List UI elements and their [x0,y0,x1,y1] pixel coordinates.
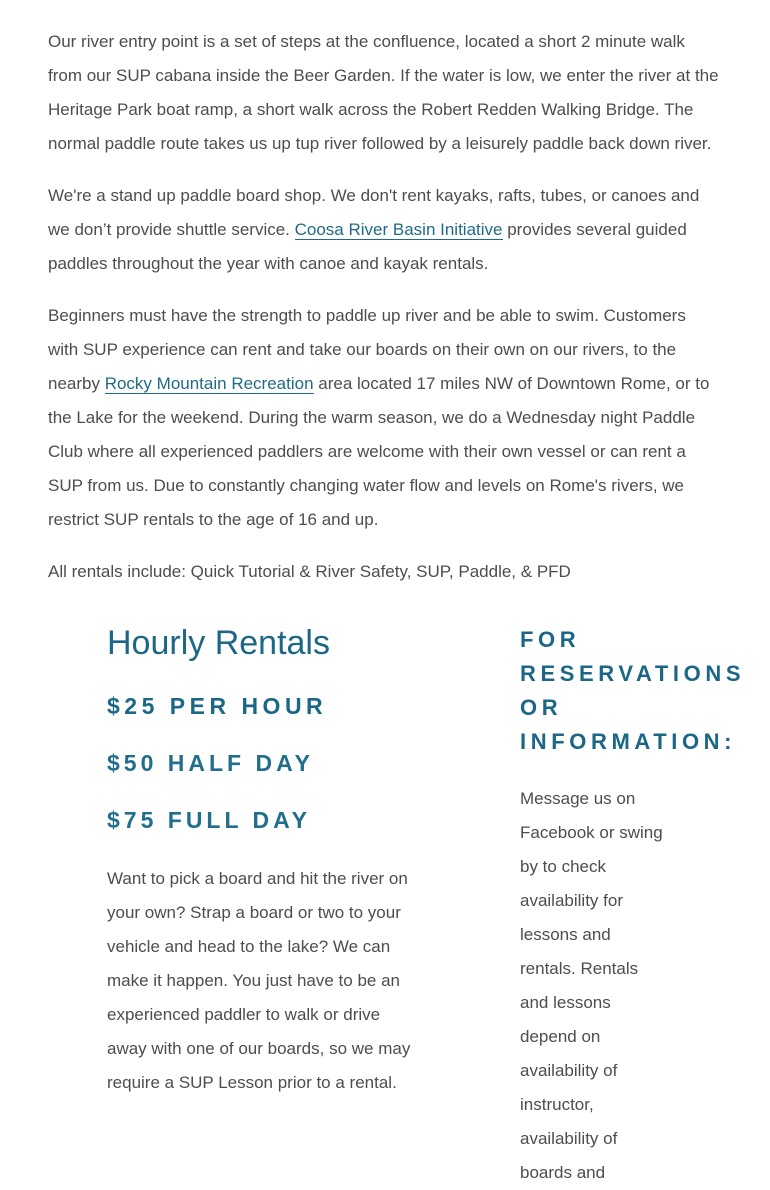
intro-paragraph-requirements-text-1: Beginners must have the strength to paddle up river and be able to swim. Customers with SUP experience can rent and take our boards on their own on our rivers, to the nearby [48,306,686,393]
reservations-text: Message us on Facebook or swing by to check availability for lessons and rentals. Rentals and lessons depend on availability of instructor, availability of boards and [520,789,663,1182]
hourly-rentals-description: Want to pick a board and hit the river on your own? Strap a board or two to your vehicle and head to the lake? We can make it happen. You just have to be an experienced paddler to walk or drive away with one of our boards, so we may require a SUP Lesson prior to a rental. [107,869,411,1092]
intro-paragraph-requirements-text-2: area located 17 miles NW of Downtown Rome, or to the Lake for the weekend. During the warm season, we do a Wednesday night Paddle Club where all experienced paddlers are welcome with their own vessel or can rent a SUP from us. Due to constantly changing water flow and levels on Rome's rivers, we restrict SUP rentals to the age of 16 and up. [48,374,710,529]
price-per-hour: $25 PER HOUR [107,693,328,719]
intro-paragraph-shop-info [48,179,720,281]
reservations-heading: FOR RESERVATIONS OR INFORMATION: [520,627,746,754]
price-full-day: $75 FULL DAY [107,807,311,833]
coosa-river-basin-initiative-link[interactable]: Coosa River Basin Initiative [294,220,503,239]
intro-paragraph-entry-point: Our river entry point is a set of steps at the confluence, located a short 2 minute walk from our SUP cabana inside the Beer Garden. If the water is low, we enter the river at the Heritage Park boat ramp, a short walk across the Robert Redden Walking Bridge. The normal paddle route takes us up tup river followed by a leisurely paddle back down river. [48,32,719,153]
hourly-rentals-heading: Hourly Rentals [107,624,330,662]
rocky-mountain-recreation-link[interactable]: Rocky Mountain Recreation [104,374,314,393]
rentals-include-text: All rentals include: Quick Tutorial & River Safety, SUP, Paddle, & PFD [48,562,571,581]
intro-paragraph-shop-info-text-1: We're a stand up paddle board shop. We don't rent kayaks, rafts, tubes, or canoes and we don’t provide shuttle service. [48,186,700,239]
intro-paragraph-requirements [48,299,720,537]
intro-paragraph-shop-info-text-2: provides several guided paddles throughout the year with canoe and kayak rentals. [48,220,687,273]
price-half-day: $50 HALF DAY [107,750,314,776]
